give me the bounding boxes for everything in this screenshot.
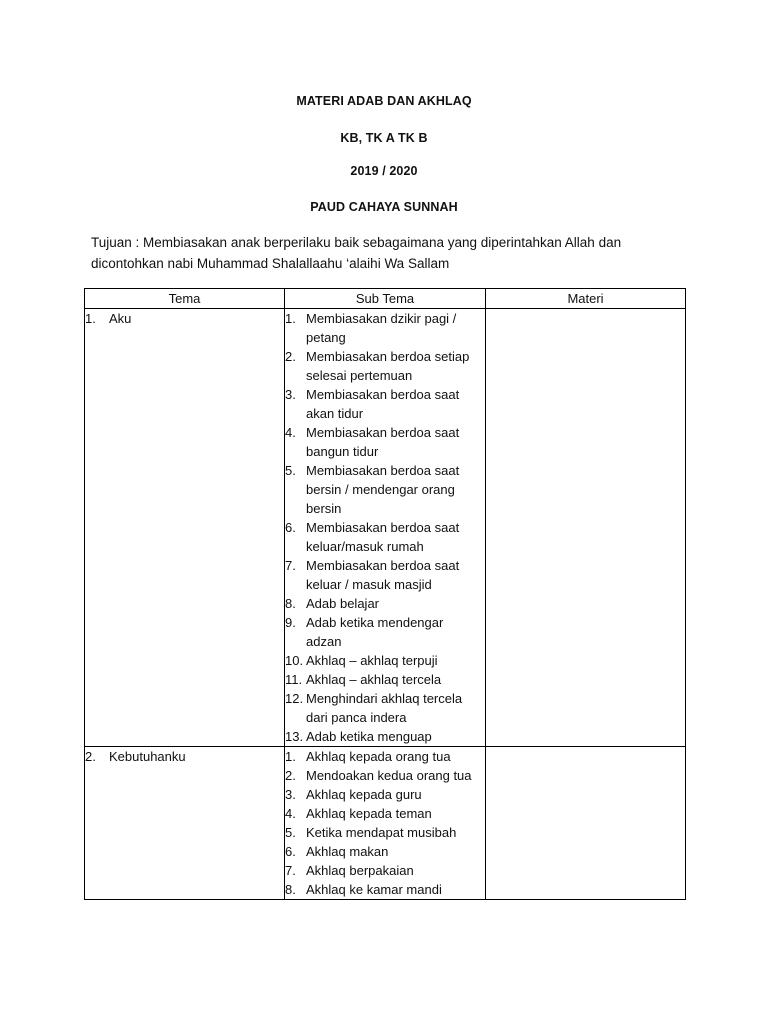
list-item (285, 727, 485, 746)
list-item (285, 766, 485, 785)
list-item-number: 11. (285, 672, 303, 687)
class-levels: KB, TK A TK B (340, 131, 428, 145)
list-item-number: 2. (285, 768, 296, 783)
list-item (285, 747, 485, 766)
school-name: PAUD CAHAYA SUNNAH (310, 200, 458, 214)
list-item (285, 347, 485, 385)
table-row (85, 747, 686, 900)
sub-tema-cell (285, 309, 486, 747)
list-item-number: 7. (285, 558, 296, 573)
list-item-number: 10. (285, 653, 304, 668)
list-item (285, 842, 485, 861)
list-item (285, 670, 485, 689)
list-item-text: Adab belajar (306, 596, 379, 611)
sub-tema-list (285, 747, 485, 899)
header-sub-tema: Sub Tema (285, 289, 486, 309)
list-item-text: Membiasakan berdoa setiap selesai pertemuan (306, 349, 470, 383)
list-item-text: Membiasakan berdoa saat bersin / mendengar orang bersin (306, 463, 460, 516)
list-item (285, 804, 485, 823)
list-item (285, 823, 485, 842)
list-item (285, 613, 485, 651)
list-item-text: Membiasakan berdoa saat keluar / masuk masjid (306, 558, 460, 592)
sub-tema-list (285, 309, 485, 746)
table-header-row (85, 289, 686, 309)
list-item-number: 8. (285, 596, 296, 611)
list-item-number: 12. (285, 691, 304, 706)
list-item-text: Akhlaq berpakaian (306, 863, 414, 878)
header-tema: Tema (85, 289, 285, 309)
list-item-text: Ketika mendapat musibah (306, 825, 457, 840)
list-item-text: Adab ketika menguap (306, 729, 432, 744)
list-item-text: Membiasakan dzikir pagi / petang (306, 311, 457, 345)
list-item-text: Akhlaq kepada orang tua (306, 749, 451, 764)
list-item-text: Akhlaq ke kamar mandi (306, 882, 442, 897)
list-item (285, 785, 485, 804)
list-item-number: 4. (285, 806, 296, 821)
tema-cell (85, 747, 285, 900)
list-item (285, 689, 485, 727)
tema-number: 1. (85, 311, 96, 326)
list-item-number: 13. (285, 729, 304, 744)
list-item-number: 2. (285, 349, 296, 364)
list-item-text: Akhlaq kepada teman (306, 806, 432, 821)
list-item-number: 7. (285, 863, 296, 878)
tema-name: Aku (109, 311, 132, 326)
list-item-number: 6. (285, 844, 296, 859)
list-item (285, 385, 485, 423)
list-item-text: Membiasakan berdoa saat akan tidur (306, 387, 460, 421)
academic-year: 2019 / 2020 (350, 164, 418, 178)
list-item-text: Menghindari akhlaq tercela dari panca indera (306, 691, 463, 725)
list-item-text: Akhlaq makan (306, 844, 389, 859)
sub-tema-cell (285, 747, 486, 900)
tema-name: Kebutuhanku (109, 749, 186, 764)
list-item (285, 309, 485, 347)
list-item-text: Membiasakan berdoa saat keluar/masuk rumah (306, 520, 460, 554)
header-materi: Materi (486, 289, 686, 309)
list-item-text: Akhlaq kepada guru (306, 787, 422, 802)
list-item-text: Akhlaq – akhlaq terpuji (306, 653, 438, 668)
list-item-number: 5. (285, 825, 296, 840)
list-item-number: 3. (285, 387, 296, 402)
list-item (285, 861, 485, 880)
objective-paragraph (91, 232, 691, 274)
list-item-number: 1. (285, 311, 296, 326)
materi-cell (486, 309, 686, 747)
table-row (85, 309, 686, 747)
list-item (285, 880, 485, 899)
list-item-number: 4. (285, 425, 296, 440)
list-item (285, 556, 485, 594)
list-item-text: Membiasakan berdoa saat bangun tidur (306, 425, 460, 459)
list-item-number: 3. (285, 787, 296, 802)
list-item (285, 594, 485, 613)
list-item-text: Mendoakan kedua orang tua (306, 768, 472, 783)
objective-line-1: Tujuan : Membiasakan anak berperilaku baik sebagaimana yang diperintahkan Allah dan (91, 235, 622, 250)
list-item (285, 423, 485, 461)
list-item-number: 1. (285, 749, 296, 764)
list-item (285, 518, 485, 556)
list-item (285, 461, 485, 518)
tema-number: 2. (85, 749, 96, 764)
list-item (285, 651, 485, 670)
list-item-number: 9. (285, 615, 296, 630)
list-item-text: Akhlaq – akhlaq tercela (306, 672, 442, 687)
list-item-number: 8. (285, 882, 296, 897)
list-item-number: 5. (285, 463, 296, 478)
document-title: MATERI ADAB DAN AKHLAQ (296, 94, 472, 108)
objective-line-2: dicontohkan nabi Muhammad Shalallaahu ‘alaihi Wa Sallam (91, 256, 450, 271)
list-item-number: 6. (285, 520, 296, 535)
material-table (84, 288, 686, 900)
list-item-text: Adab ketika mendengar adzan (306, 615, 444, 649)
tema-cell (85, 309, 285, 747)
materi-cell (486, 747, 686, 900)
